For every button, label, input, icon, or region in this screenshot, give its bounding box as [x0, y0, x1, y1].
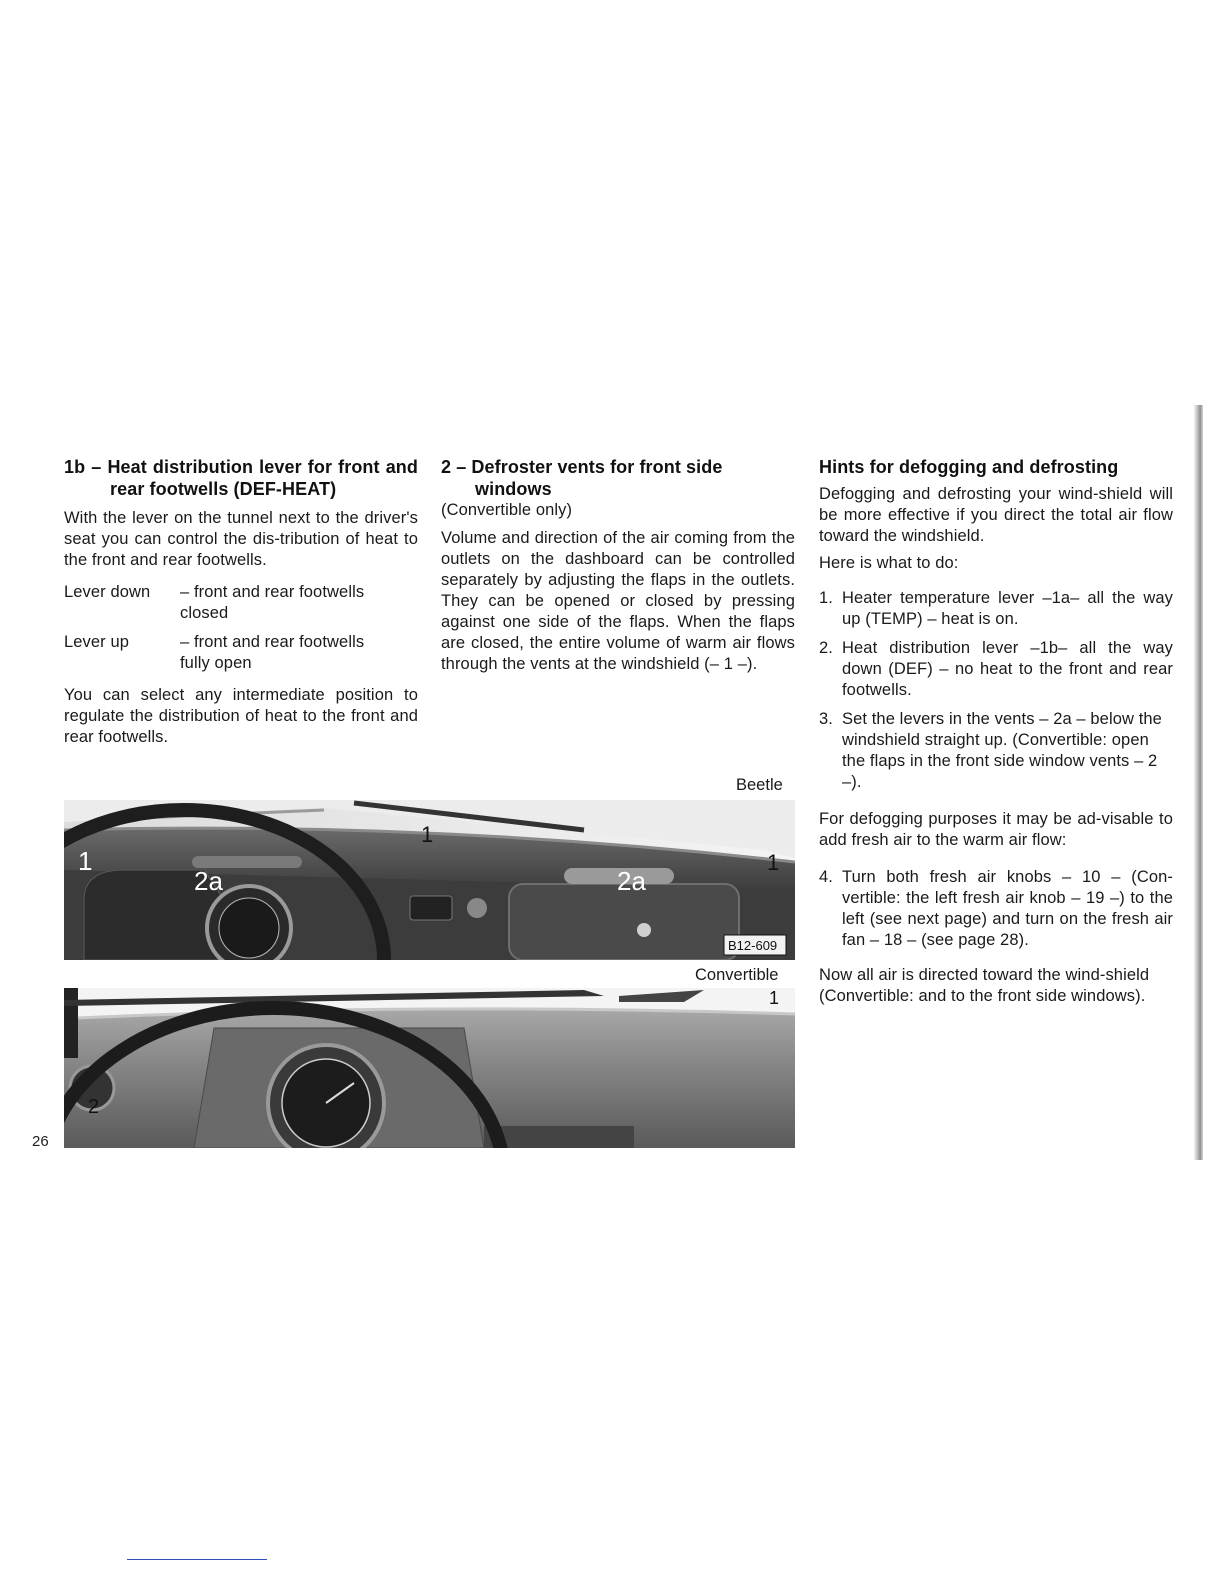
fog-note: For defogging purposes it may be ad-visable to add fresh air to the warm air flow:: [819, 810, 1173, 849]
figure-label: 2a: [194, 866, 223, 896]
lever-up-label: Lever up: [64, 633, 130, 651]
hint-step-number: 2.: [819, 639, 833, 657]
hint-step-1: [819, 588, 1173, 630]
lever-down-text: – front and rear footwells closed: [180, 583, 365, 622]
heat-distribution-intro: With the lever on the tunnel next to the driver's seat you can control the dis-tribution of heat to the front and rear footwells.: [64, 509, 418, 569]
hints-heading: Hints for defogging and defrosting: [819, 457, 1119, 477]
heading-text: Heat distribution lever for front and rear footwells (DEF-HEAT): [107, 457, 418, 499]
defroster-body: Volume and direction of the air coming from the outlets on the dashboard can be controlled separately by adjusting the flaps in the outlets. They can be opened or closed by pressing against one side of the flaps. When the flaps are closed, the entire volume of warm air flows through the vents at the windshield (– 1 –).: [441, 529, 795, 673]
defroster-heading: 2 – Defroster vents for front side windows: [441, 457, 723, 499]
figure-label: 1: [769, 988, 780, 1008]
figure-label: 1: [767, 850, 780, 875]
convertible-dashboard-photo: [64, 988, 795, 1148]
figure-label: 1: [421, 822, 434, 847]
hint-step-number: 4.: [819, 868, 833, 886]
hints-conclusion: Now all air is directed toward the wind-shield (Convertible: and to the front side windows).: [819, 966, 1150, 1005]
hint-step-text: Turn both fresh air knobs – 10 – (Con-vertible: the left fresh air knob – 19 –) to the left (see next page) and turn on the fresh air fan – 18 – (see page 28).: [842, 868, 1173, 949]
hint-step-number: 1.: [819, 589, 833, 607]
lever-up-row: [64, 632, 418, 674]
column-heat-distribution: [64, 456, 418, 748]
heat-distribution-outro: You can select any intermediate position to regulate the distribution of heat to the front and rear footwells.: [64, 686, 418, 746]
hints-lead: Here is what to do:: [819, 554, 959, 572]
column-defroster-vents: [441, 456, 795, 675]
beetle-caption: Beetle: [736, 776, 783, 794]
hints-intro: Defogging and defrosting your wind-shield will be more effective if you direct the total air flow toward the windshield.: [819, 485, 1173, 545]
convertible-caption: Convertible: [695, 966, 779, 984]
hint-step-2: [819, 638, 1173, 701]
lever-up-text: – front and rear footwells fully open: [180, 633, 365, 672]
hint-step-3: [819, 709, 1173, 793]
page-edge-shadow: [1194, 405, 1203, 1160]
hint-step-text: Heater temperature lever –1a– all the way up (TEMP) – heat is on.: [842, 589, 1173, 628]
hint-step-text: Set the levers in the vents – 2a – below the windshield straight up. (Convertible: open the flaps in the front side window vents – 2 –).: [842, 710, 1162, 791]
lever-down-label: Lever down: [64, 583, 151, 601]
heat-distribution-heading: [64, 456, 418, 500]
bottom-rule: [127, 1559, 267, 1560]
heading-prefix: 1b –: [64, 457, 108, 477]
defroster-subheading: (Convertible only): [441, 501, 573, 519]
hint-step-4: [819, 867, 1173, 951]
figure-label: 2a: [617, 866, 646, 896]
figure-label: 2: [88, 1096, 100, 1118]
beetle-dashboard-photo: [64, 800, 795, 960]
convertible-dashboard-illustration: [64, 988, 795, 1148]
figure-label: 1: [78, 846, 93, 876]
column-hints: [819, 456, 1173, 1007]
hint-step-number: 3.: [819, 710, 833, 728]
hint-step-text: Heat distribution lever –1b– all the way down (DEF) – no heat to the front and rear footwells.: [842, 639, 1173, 699]
figure-code: B12-609: [728, 938, 778, 953]
page-number: 26: [32, 1133, 49, 1150]
lever-down-row: [64, 582, 418, 624]
